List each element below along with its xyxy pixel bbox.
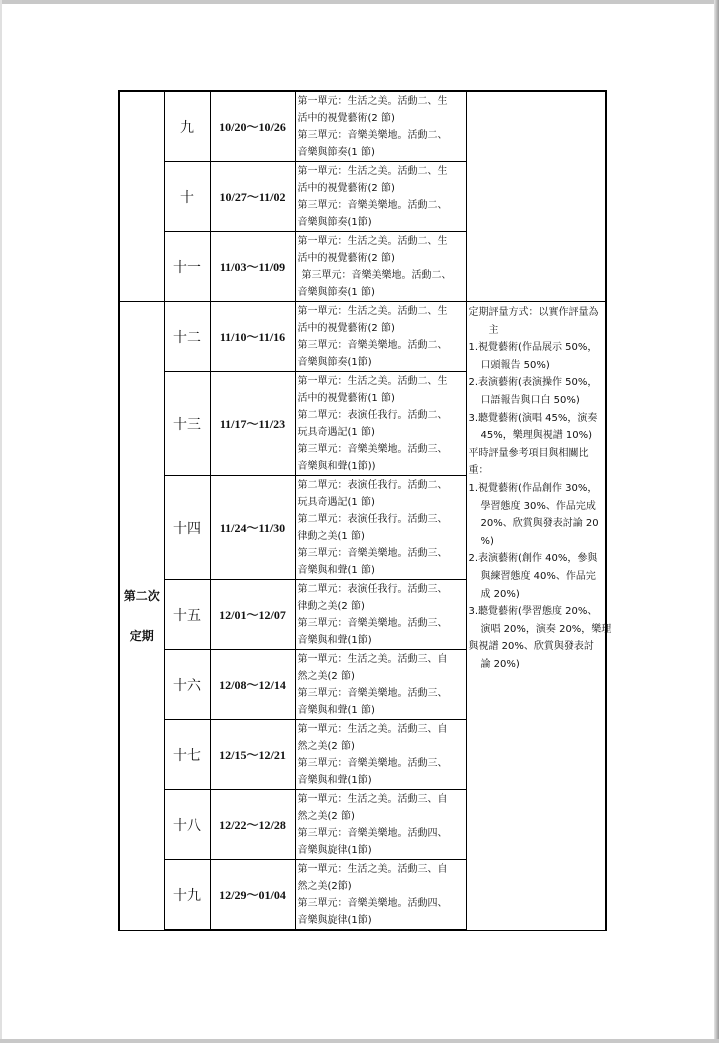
assessment-line: 與視譜 20%、欣賞與發表討 <box>468 641 594 653</box>
content-line: 然之美(2 節) <box>297 811 355 822</box>
week-content <box>295 232 466 302</box>
content-line: 第三單元：音樂美樂地。活動二、 <box>297 130 448 141</box>
assessment-line: 3.聽覺藝術(學習態度 20%、 <box>468 606 598 618</box>
content-line: 第一單元：生活之美。活動二、生 <box>297 236 448 247</box>
content-line: 第二單元：表演任我行。活動二、 <box>297 480 448 491</box>
schedule-table <box>118 90 612 931</box>
content-line: 第三單元：音樂美樂地。活動二、 <box>301 270 452 281</box>
assessment-line: 45%，樂理與視譜 10%) <box>480 430 593 442</box>
assessment-line: 平時評量參考項目與相關比 <box>468 447 589 459</box>
content-line: 音樂與節奏(1 節) <box>297 287 375 298</box>
content-line: 第三單元：音樂美樂地。活動四、 <box>297 898 448 909</box>
content-line: 音樂與和聲(1 節) <box>297 705 375 716</box>
week-dates: 12/22～12/28 <box>210 790 295 860</box>
week-number: 十二 <box>164 302 210 372</box>
content-line: 然之美(2 節) <box>297 671 355 682</box>
content-line: 律動之美(1 節) <box>297 531 365 542</box>
content-line: 第三單元：音樂美樂地。活動三、 <box>297 688 448 699</box>
content-line: 第二單元：表演任我行。活動二、 <box>297 410 448 421</box>
content-line: 第一單元：生活之美。活動三、自 <box>297 654 448 665</box>
content-line: 第一單元：生活之美。活動三、自 <box>297 864 448 875</box>
week-dates: 12/01～12/07 <box>210 580 295 650</box>
week-number: 十 <box>164 162 210 232</box>
week-number: 十八 <box>164 790 210 860</box>
week-content <box>295 162 466 232</box>
week-content <box>295 650 466 720</box>
content-line: 第三單元：音樂美樂地。活動三、 <box>297 548 448 559</box>
content-line: 活中的視覺藝術(2 節) <box>297 253 395 264</box>
content-line: 然之美(2節) <box>297 881 352 892</box>
content-line: 第三單元：音樂美樂地。活動三、 <box>297 758 448 769</box>
assessment-line: 主 <box>488 324 499 336</box>
week-number: 十九 <box>164 860 210 931</box>
week-number: 九 <box>164 91 210 162</box>
period-label-gap <box>120 604 164 628</box>
content-line: 活中的視覺藝術(2 節) <box>297 183 395 194</box>
page-edge-bottom <box>0 1039 719 1043</box>
week-number: 十六 <box>164 650 210 720</box>
week-number: 十五 <box>164 580 210 650</box>
assessment-line: 20%、欣賞與發表討論 20 <box>480 518 599 530</box>
week-content <box>295 860 466 931</box>
assessment-line: %) <box>480 535 494 547</box>
period-label-line2: 定期 <box>129 628 154 643</box>
content-line: 第一單元：生活之美。活動三、自 <box>297 794 448 805</box>
content-line: 第一單元：生活之美。活動二、生 <box>297 166 448 177</box>
week-dates: 10/27～11/02 <box>210 162 295 232</box>
week-dates: 11/03～11/09 <box>210 232 295 302</box>
content-line: 第一單元：生活之美。活動三、自 <box>297 724 448 735</box>
assessment-line: 口頭報告 50%) <box>480 359 550 371</box>
content-line: 第三單元：音樂美樂地。活動二、 <box>297 340 448 351</box>
period-cell-second <box>119 302 164 931</box>
content-line: 然之美(2 節) <box>297 741 355 752</box>
content-line: 音樂與旋律(1節) <box>297 915 372 926</box>
week-number: 十七 <box>164 720 210 790</box>
assessment-line: 定期評量方式：以實作評量為 <box>468 307 599 318</box>
table-row <box>119 302 606 372</box>
page-edge-top <box>0 0 719 4</box>
content-line: 音樂與和聲(1 節) <box>297 565 375 576</box>
page-edge-left <box>0 0 2 1043</box>
content-line: 音樂與節奏(1節) <box>297 217 372 228</box>
assessment-line: 1.視覺藝術(作品創作 30%， <box>468 482 598 494</box>
content-line: 第一單元：生活之美。活動二、生 <box>297 376 448 387</box>
content-line: 音樂與節奏(1節) <box>297 357 372 368</box>
content-line: 音樂與和聲(1節)) <box>297 461 376 472</box>
assessment-line: 口語報告與口白 50%) <box>480 394 580 406</box>
period-label-line1: 第二次 <box>123 588 160 603</box>
assessment-line: 論 20%) <box>480 658 520 670</box>
content-line: 律動之美(2 節) <box>297 601 365 612</box>
content-line: 第三單元：音樂美樂地。活動四、 <box>297 828 448 839</box>
week-dates: 12/29～01/04 <box>210 860 295 931</box>
content-line: 第二單元：表演任我行。活動三、 <box>297 584 448 595</box>
week-dates: 11/24～11/30 <box>210 476 295 580</box>
period-cell-first <box>119 91 164 302</box>
week-number: 十四 <box>164 476 210 580</box>
week-dates: 12/08～12/14 <box>210 650 295 720</box>
period-label <box>120 588 164 644</box>
content-line: 第三單元：音樂美樂地。活動二、 <box>297 200 448 211</box>
assessment-text <box>467 302 612 673</box>
content-line: 第二單元：表演任我行。活動三、 <box>297 514 448 525</box>
assessment-line: 重： <box>468 465 489 477</box>
week-content <box>295 790 466 860</box>
week-number: 十一 <box>164 232 210 302</box>
week-number: 十三 <box>164 372 210 476</box>
week-dates: 11/17～11/23 <box>210 372 295 476</box>
assessment-line: 演唱 20%，演奏 20%，樂理 <box>480 623 612 635</box>
week-content <box>295 476 466 580</box>
content-line: 活中的視覺藝術(1 節) <box>297 393 395 404</box>
week-content <box>295 91 466 162</box>
page-edge-right <box>714 0 719 1043</box>
week-dates: 12/15～12/21 <box>210 720 295 790</box>
week-dates: 10/20～10/26 <box>210 91 295 162</box>
assessment-line: 學習態度 30%、作品完成 <box>480 500 596 512</box>
week-content <box>295 580 466 650</box>
content-line: 玩具奇遇記(1 節) <box>297 497 375 508</box>
content-line: 音樂與和聲(1節) <box>297 635 372 646</box>
week-content <box>295 720 466 790</box>
content-line: 音樂與旋律(1節) <box>297 845 372 856</box>
assessment-line: 成 20%) <box>480 588 520 600</box>
table-row <box>119 91 606 162</box>
week-dates: 11/10～11/16 <box>210 302 295 372</box>
content-line: 音樂與和聲(1節) <box>297 775 372 786</box>
week-content <box>295 372 466 476</box>
content-line: 玩具奇遇記(1 節) <box>297 427 375 438</box>
content-line: 活中的視覺藝術(2 節) <box>297 323 395 334</box>
content-line: 音樂與節奏(1 節) <box>297 147 375 158</box>
week-content <box>295 302 466 372</box>
assessment-line: 與練習態度 40%、作品完 <box>480 570 596 582</box>
content-line: 第一單元：生活之美。活動二、生 <box>297 306 448 317</box>
content-line: 第一單元：生活之美。活動二、生 <box>297 96 448 107</box>
assessment-cell <box>466 302 612 931</box>
assessment-line: 2.表演藝術(創作 40%，參與 <box>468 553 598 565</box>
content-line: 活中的視覺藝術(2 節) <box>297 113 395 124</box>
content-line: 第三單元：音樂美樂地。活動三、 <box>297 444 448 455</box>
content-line: 第三單元：音樂美樂地。活動三、 <box>297 618 448 629</box>
assessment-line: 2.表演藝術(表演操作 50%， <box>468 377 598 389</box>
assessment-line: 1.視覺藝術(作品展示 50%， <box>468 342 598 354</box>
assessment-cell-first <box>466 91 606 302</box>
assessment-line: 3.聽覺藝術(演唱 45%，演奏 <box>468 412 598 424</box>
